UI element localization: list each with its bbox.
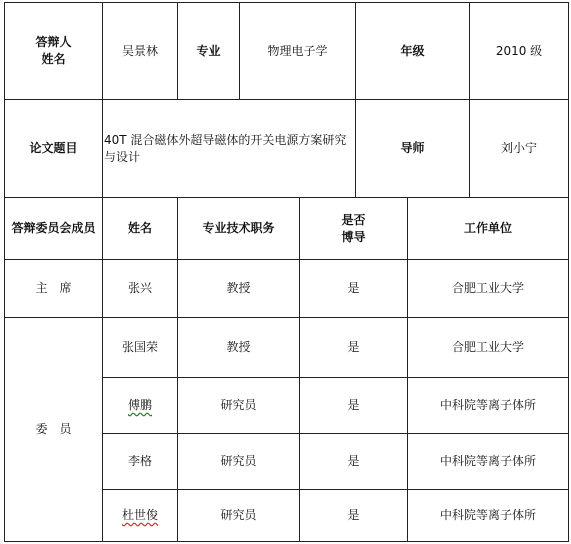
thesis-title: 40T 混合磁体外超导磁体的开关电源方案研究与设计: [103, 100, 356, 198]
major-label: 专业: [178, 3, 240, 100]
chair-label: 主 席: [5, 260, 103, 318]
advisor-value: 刘小宁: [470, 100, 569, 198]
member-title: 研究员: [178, 378, 300, 434]
grade-label: 年级: [356, 3, 470, 100]
member-name-text: 傅鹏: [127, 398, 152, 412]
member-name-text: 杜世俊: [121, 508, 158, 522]
member-name: [103, 490, 178, 542]
grade-value: 2010 级: [470, 3, 569, 100]
member-title: 教授: [178, 260, 300, 318]
committee-name-header: 姓名: [103, 198, 178, 260]
doctoral-header-line2: 博导: [341, 229, 366, 244]
advisor-label: 导师: [356, 100, 470, 198]
member-unit: 合肥工业大学: [408, 318, 569, 378]
major-value: 物理电子学: [240, 3, 356, 100]
member-doctoral: 是: [300, 434, 408, 490]
thesis-label: 论文题目: [5, 100, 103, 198]
committee-header-row: [5, 198, 569, 260]
member-name: 张国荣: [103, 318, 178, 378]
defender-label-line2: 姓名: [41, 52, 66, 66]
member-title: 研究员: [178, 434, 300, 490]
member-unit: 中科院等离子体所: [408, 434, 569, 490]
member-doctoral: 是: [300, 318, 408, 378]
committee-unit-header: 工作单位: [408, 198, 569, 260]
defender-label: [5, 3, 103, 100]
member-doctoral: 是: [300, 490, 408, 542]
member-unit: 中科院等离子体所: [408, 490, 569, 542]
committee-title-header: 专业技术职务: [178, 198, 300, 260]
member-name: 李格: [103, 434, 178, 490]
defender-name: 吴景林: [103, 3, 178, 100]
member-name: [103, 378, 178, 434]
member-title: 教授: [178, 318, 300, 378]
member-doctoral: 是: [300, 260, 408, 318]
doctoral-header-line1: 是否: [341, 212, 366, 227]
defender-info-table: [4, 2, 569, 198]
member-name: 张兴: [103, 260, 178, 318]
member-doctoral: 是: [300, 378, 408, 434]
committee-role-header: 答辩委员会成员: [5, 198, 103, 260]
member-title: 研究员: [178, 490, 300, 542]
table-row: [5, 318, 569, 378]
defender-label-line1: 答辩人: [35, 35, 72, 49]
committee-doctoral-header: [300, 198, 408, 260]
committee-table: [4, 197, 569, 542]
member-unit: 合肥工业大学: [408, 260, 569, 318]
member-role-label: 委 员: [5, 318, 103, 542]
table-row: [5, 260, 569, 318]
member-unit: 中科院等离子体所: [408, 378, 569, 434]
